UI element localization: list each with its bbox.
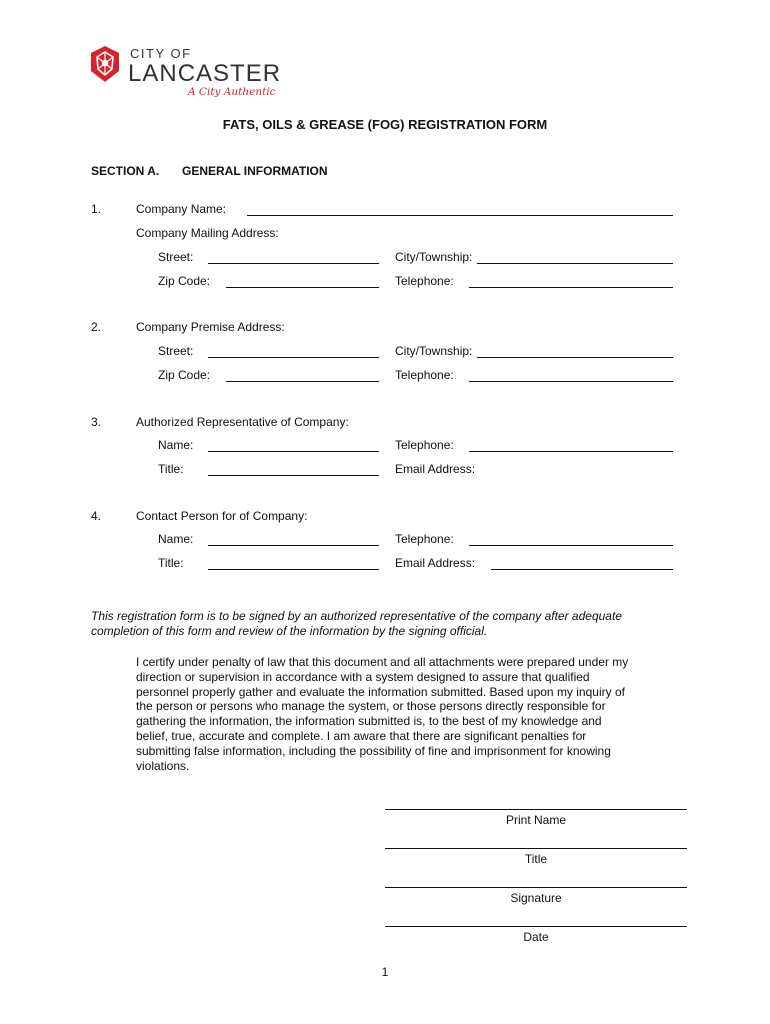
authorized-rep-heading: Authorized Representative of Company: xyxy=(136,415,349,429)
logo-city-name: LANCASTER xyxy=(128,60,282,87)
mailing-street-field[interactable] xyxy=(208,263,379,264)
rep-telephone-label: Telephone: xyxy=(395,438,454,452)
premise-zip-field[interactable] xyxy=(226,381,379,382)
premise-address-label: Company Premise Address: xyxy=(136,320,285,334)
signing-note: This registration form is to be signed by an authorized representative of the company after adequate completion of this form and review of the information by the signing official. xyxy=(91,609,622,638)
rep-email-label: Email Address: xyxy=(395,462,476,476)
rep-name-field[interactable] xyxy=(208,451,379,452)
logo-tagline: A City Authentic xyxy=(188,86,276,98)
premise-city-field[interactable] xyxy=(477,357,673,358)
premise-telephone-field[interactable] xyxy=(469,381,673,382)
title-label: Title xyxy=(524,852,548,866)
date-label: Date xyxy=(523,930,549,944)
mailing-city-field[interactable] xyxy=(477,263,673,264)
signature-label: Signature xyxy=(510,891,562,905)
form-title: FATS, OILS & GREASE (FOG) REGISTRATION FORM xyxy=(222,117,548,132)
page-number: 1 xyxy=(381,965,389,979)
mailing-zip-label: Zip Code: xyxy=(158,274,211,288)
print-name-field[interactable] xyxy=(385,809,687,810)
section-heading: GENERAL INFORMATION xyxy=(182,164,328,178)
premise-telephone-label: Telephone: xyxy=(395,368,454,382)
mailing-city-label: City/Township: xyxy=(395,250,473,264)
premise-city-label: City/Township: xyxy=(395,344,473,358)
contact-telephone-field[interactable] xyxy=(469,545,673,546)
contact-telephone-label: Telephone: xyxy=(395,532,454,546)
rep-name-label: Name: xyxy=(158,438,194,452)
section-label: SECTION A. xyxy=(91,164,160,178)
mailing-street-label: Street: xyxy=(158,250,194,264)
contact-email-label: Email Address: xyxy=(395,556,476,570)
mailing-telephone-label: Telephone: xyxy=(395,274,454,288)
contact-title-label: Title: xyxy=(158,556,184,570)
premise-street-field[interactable] xyxy=(208,357,379,358)
premise-zip-label: Zip Code: xyxy=(158,368,211,382)
mailing-telephone-field[interactable] xyxy=(469,287,673,288)
date-field[interactable] xyxy=(385,926,687,927)
item-number: 4. xyxy=(91,509,102,523)
premise-street-label: Street: xyxy=(158,344,194,358)
signature-field[interactable] xyxy=(385,887,687,888)
contact-person-heading: Contact Person for of Company: xyxy=(136,509,308,523)
mailing-address-label: Company Mailing Address: xyxy=(136,226,279,240)
print-name-label: Print Name xyxy=(505,813,567,827)
rep-telephone-field[interactable] xyxy=(469,451,673,452)
logo-city-of: CITY OF xyxy=(130,46,192,61)
rep-title-label: Title: xyxy=(158,462,184,476)
contact-email-field[interactable] xyxy=(491,569,673,570)
company-name-field[interactable] xyxy=(247,215,673,216)
rose-logo-icon xyxy=(88,44,122,84)
item-number: 1. xyxy=(91,202,102,216)
contact-name-field[interactable] xyxy=(208,545,379,546)
item-number: 3. xyxy=(91,415,102,429)
contact-title-field[interactable] xyxy=(208,569,379,570)
item-number: 2. xyxy=(91,320,102,334)
certification-statement: I certify under penalty of law that this document and all attachments were prepared under my direction or supervision in accordance with a system designed to assure that qualified personnel properly gather and evaluate the information submitted. Based upon my inquiry of the person or persons who manage the system, or those persons directly responsible for gathering the information, the information submitted is, to the best of my knowledge and belief, true, accurate and complete. I am aware that there are significant penalties for submitting false information, including the possibility of fine and imprisonment for knowing violations. xyxy=(136,655,629,773)
company-name-label: Company Name: xyxy=(136,202,227,216)
rep-title-field[interactable] xyxy=(208,475,379,476)
mailing-zip-field[interactable] xyxy=(226,287,379,288)
title-field[interactable] xyxy=(385,848,687,849)
city-logo xyxy=(88,44,288,100)
contact-name-label: Name: xyxy=(158,532,194,546)
